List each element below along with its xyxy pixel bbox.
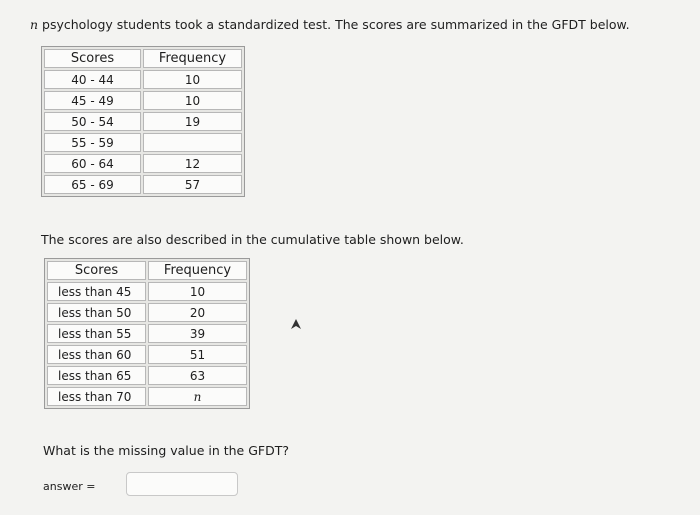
cumulative-cell-frequency-n: n (148, 387, 247, 406)
cumulative-table (44, 258, 250, 409)
table-row (47, 345, 247, 364)
gfdt-header-frequency: Frequency (143, 49, 242, 68)
gfdt-cell-scores: 60 - 64 (44, 154, 141, 173)
table-row (47, 303, 247, 322)
table-row (47, 366, 247, 385)
table-row (44, 154, 242, 173)
cumulative-cell-scores: less than 60 (47, 345, 146, 364)
table-row (44, 175, 242, 194)
gfdt-cell-scores: 45 - 49 (44, 91, 141, 110)
table-row (47, 282, 247, 301)
gfdt-cell-frequency: 10 (143, 70, 242, 89)
table-row (47, 324, 247, 343)
gfdt-cell-scores: 50 - 54 (44, 112, 141, 131)
gfdt-cell-scores: 55 - 59 (44, 133, 141, 152)
cumulative-cell-scores: less than 50 (47, 303, 146, 322)
cumulative-cell-frequency: 51 (148, 345, 247, 364)
cumulative-cell-scores: less than 55 (47, 324, 146, 343)
cumulative-cell-frequency: 10 (148, 282, 247, 301)
gfdt-cell-frequency: 57 (143, 175, 242, 194)
gfdt-table (41, 46, 245, 197)
intro-text: psychology students took a standardized test. The scores are summarized in the GFDT below. (38, 17, 630, 32)
answer-input[interactable] (126, 472, 238, 496)
cumulative-header-frequency: Frequency (148, 261, 247, 280)
gfdt-cell-frequency: 12 (143, 154, 242, 173)
gfdt-cell-scores: 65 - 69 (44, 175, 141, 194)
gfdt-cell-scores: 40 - 44 (44, 70, 141, 89)
cumulative-cell-scores: less than 70 (47, 387, 146, 406)
gfdt-cell-frequency-missing (143, 133, 242, 152)
cumulative-cell-scores: less than 45 (47, 282, 146, 301)
table-row (47, 387, 247, 406)
gfdt-cell-frequency: 19 (143, 112, 242, 131)
question-text: What is the missing value in the GFDT? (43, 443, 289, 458)
cumulative-cell-scores: less than 65 (47, 366, 146, 385)
cumulative-cell-frequency: 63 (148, 366, 247, 385)
gfdt-cell-frequency: 10 (143, 91, 242, 110)
problem-intro (30, 17, 630, 32)
table-row (44, 91, 242, 110)
table-row (44, 70, 242, 89)
answer-label: answer = (43, 480, 96, 493)
table-row (44, 133, 242, 152)
variable-n: n (30, 17, 39, 32)
mouse-cursor-icon (290, 318, 302, 330)
cumulative-description: The scores are also described in the cumulative table shown below. (41, 232, 464, 247)
table-row (44, 112, 242, 131)
gfdt-header-scores: Scores (44, 49, 141, 68)
cumulative-cell-frequency: 20 (148, 303, 247, 322)
cumulative-header-scores: Scores (47, 261, 146, 280)
cumulative-cell-frequency: 39 (148, 324, 247, 343)
